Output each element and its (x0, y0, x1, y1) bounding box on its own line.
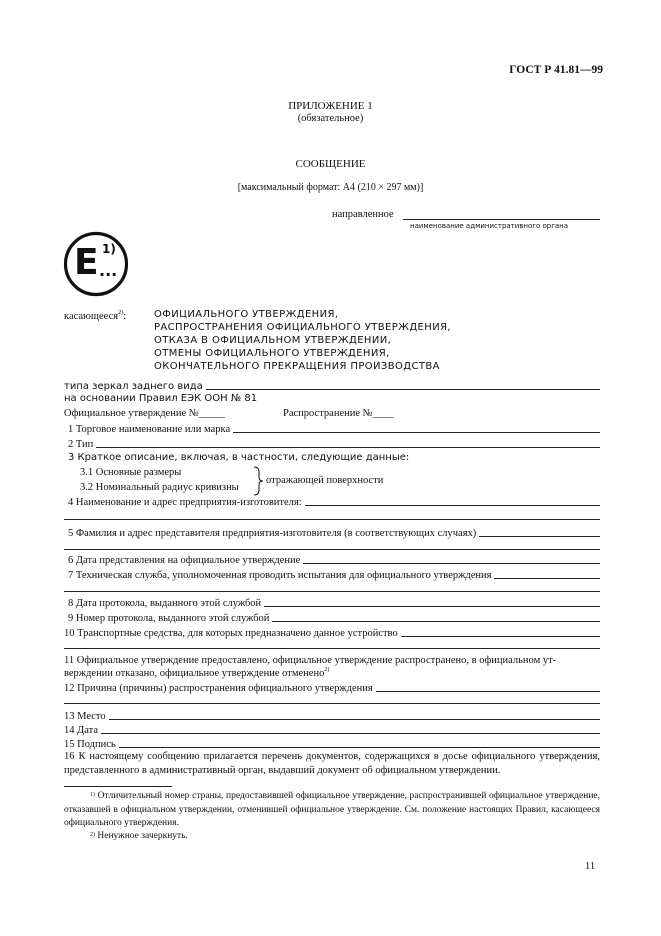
addressed-caption: наименование административного органа (410, 222, 569, 230)
emblem-superscript: 1) (102, 242, 116, 256)
concerning-item-discontinued: ОКОНЧАТЕЛЬНОГО ПРЕКРАЩЕНИЯ ПРОИЗВОДСТВА (154, 361, 440, 372)
item-7-row: 7 Техническая служба, уполномоченная проводить испытания для официального утверждения (68, 569, 600, 581)
concerning-item-refusal: ОТКАЗА В ОФИЦИАЛЬНОМ УТВЕРЖДЕНИИ, (154, 335, 392, 346)
concerning-label: касающееся$^{2)}$: (64, 310, 126, 322)
approval-mark-emblem (62, 230, 130, 298)
item-1-row: 1 Торговое наименование или марка (68, 423, 600, 435)
technical-service-field-continued[interactable] (64, 591, 600, 592)
item-12-row: 12 Причина (причины) распространения официального утверждения (64, 682, 600, 694)
item-6-row: 6 Дата представления на официальное утверждение (68, 554, 600, 566)
item-3-brace-text: отражающей поверхности (266, 475, 384, 486)
communication-title: СООБЩЕНИЕ (295, 158, 366, 170)
item-2-row: 2 Тип (68, 438, 600, 450)
addressed-line[interactable] (403, 219, 600, 220)
manufacturer-field[interactable] (305, 496, 600, 506)
type-field[interactable] (96, 438, 600, 448)
date-field[interactable] (101, 724, 600, 734)
extension-reason-field[interactable] (376, 682, 600, 692)
item-3-2-text: 3.2 Номинальный радиус кривизны (80, 482, 239, 493)
concerning-item-approval: ОФИЦИАЛЬНОГО УТВЕРЖДЕНИЯ, (154, 309, 339, 320)
footnote-2: $^{2)}$ Ненужное зачеркнуть. (90, 831, 188, 841)
trade-name-field[interactable] (233, 423, 600, 433)
footnote-separator (64, 786, 172, 787)
emblem-dots: ... (99, 261, 118, 280)
addressed-label: направленное (332, 209, 394, 220)
footnote-1: $^{1)}$ Отличительный номер страны, предоставившей официальное утверждение, распространившей официальное утверждение, отказавшей в официальном утверждении, отменившей официальное утверждение. См. положение настоящих Правил, касающееся официального утверждения. (64, 791, 600, 828)
submission-date-field[interactable] (303, 554, 600, 564)
item-4-row: 4 Наименование и адрес предприятия-изготовителя: (68, 496, 600, 508)
concerning-item-withdrawal: ОТМЕНЫ ОФИЦИАЛЬНОГО УТВЕРЖДЕНИЯ, (154, 348, 390, 359)
place-field[interactable] (109, 710, 600, 720)
report-date-field[interactable] (264, 597, 600, 607)
item-9-row: 9 Номер протокола, выданного этой службой (68, 612, 600, 624)
approval-number: Официальное утверждение №_____ (64, 408, 226, 419)
mirror-type-row: типа зеркал заднего вида (64, 380, 600, 392)
extension-reason-field-continued[interactable] (64, 703, 600, 704)
item-8-row: 8 Дата протокола, выданного этой службой (68, 597, 600, 609)
concerning-item-extension: РАСПРОСТРАНЕНИЯ ОФИЦИАЛЬНОГО УТВЕРЖДЕНИЯ, (154, 322, 452, 333)
annex-subtitle: (обязательное) (297, 113, 364, 124)
representative-field-continued[interactable] (64, 549, 600, 550)
brace-icon (252, 466, 264, 496)
mirror-type-field[interactable] (206, 380, 600, 390)
item-10-row: 10 Транспортные средства, для которых предназначено данное устройство (64, 627, 600, 639)
item-11-line-2: верждении отказано, официальное утверждение отменено$^{2)}$ (64, 667, 330, 679)
vehicles-field-continued[interactable] (64, 648, 600, 649)
item-5-row: 5 Фамилия и адрес представителя предприятия-изготовителя (в соответствующих случаях) (68, 527, 600, 539)
page-number: 11 (585, 861, 596, 872)
document-id: ГОСТ Р 41.81—99 (509, 64, 603, 76)
emblem-letter: E (74, 242, 99, 283)
manufacturer-field-continued[interactable] (64, 519, 600, 520)
vehicles-field[interactable] (401, 627, 600, 637)
item-11-line-1: 11 Официальное утверждение предоставлено, официальное утверждение распространено, в официальном ут- (64, 655, 557, 666)
item-15-row: 15 Подпись (64, 738, 600, 750)
signature-field[interactable] (119, 738, 600, 748)
item-14-row: 14 Дата (64, 724, 600, 736)
technical-service-field[interactable] (494, 569, 600, 579)
item-16-text: 16 К настоящему сообщению прилагается перечень документов, содержащихся в досье официального утверждения, представленного в административный орган, выдавший документ об официальном утверждении. (64, 751, 600, 776)
representative-field[interactable] (479, 527, 600, 537)
report-number-field[interactable] (272, 612, 600, 622)
annex-title: ПРИЛОЖЕНИЕ 1 (288, 100, 373, 112)
item-3-1-text: 3.1 Основные размеры (80, 467, 182, 478)
extension-number: Распространение №____ (283, 408, 394, 419)
item-3-text: 3 Краткое описание, включая, в частности, следующие данные: (68, 452, 410, 463)
basis-text: на основании Правил ЕЭК ООН № 81 (64, 393, 258, 404)
format-note: [максимальный формат: А4 (210 × 297 мм)] (237, 182, 424, 193)
concerning-list (154, 308, 451, 373)
item-13-row: 13 Место (64, 710, 600, 722)
